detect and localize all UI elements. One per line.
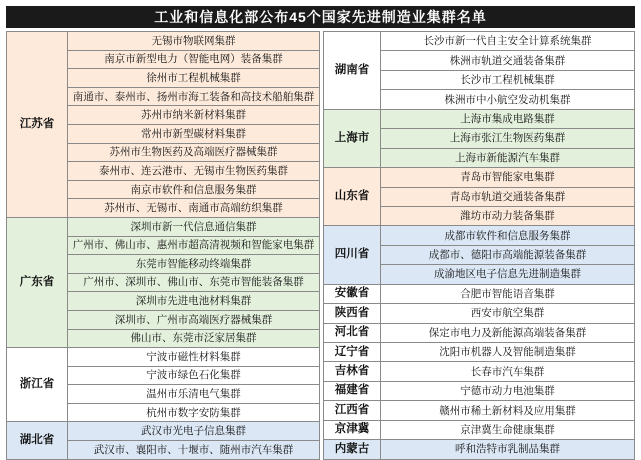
- cluster-cell: 宁德市动力电池集群: [381, 381, 635, 400]
- left-table: [6, 31, 320, 460]
- province-cell: 吉林省: [324, 362, 381, 381]
- cluster-cell: 深圳市先进电池材料集群: [68, 292, 320, 311]
- cluster-cell: 西安市航空集群: [381, 304, 635, 323]
- province-cell: 湖北省: [7, 422, 68, 459]
- cluster-cell: 青岛市轨道交通装备集群: [381, 187, 635, 206]
- province-cell: 江苏省: [7, 32, 68, 218]
- cluster-cell: 呼和浩特市乳制品集群: [381, 440, 635, 459]
- table-row: [324, 420, 635, 439]
- province-cell: 陕西省: [324, 304, 381, 323]
- province-cell: 安徽省: [324, 284, 381, 303]
- cluster-cell: 长春市汽车集群: [381, 362, 635, 381]
- cluster-cell: 无锡市物联网集群: [68, 32, 320, 51]
- table-row: [324, 168, 635, 187]
- cluster-cell: 京津冀生命健康集群: [381, 420, 635, 439]
- cluster-cell: 常州市新型碳材料集群: [68, 124, 320, 143]
- province-cell: 浙江省: [7, 348, 68, 422]
- cluster-cell: 保定市电力及新能源高端装备集群: [381, 323, 635, 342]
- table-row: [7, 217, 320, 236]
- province-cell: 山东省: [324, 168, 381, 226]
- cluster-cell: 株洲市轨道交通装备集群: [381, 51, 635, 70]
- cluster-cell: 苏州市纳米新材料集群: [68, 106, 320, 125]
- province-cell: 福建省: [324, 381, 381, 400]
- table-row: [324, 343, 635, 362]
- cluster-cell: 武汉市光电子信息集群: [68, 422, 320, 441]
- cluster-cell: 成渝地区电子信息先进制造集群: [381, 265, 635, 284]
- table-row: [324, 362, 635, 381]
- table-row: [324, 381, 635, 400]
- cluster-cell: 东莞市智能移动终端集群: [68, 255, 320, 274]
- cluster-cell: 广州市、深圳市、佛山市、东莞市智能装备集群: [68, 273, 320, 292]
- table-row: [324, 32, 635, 51]
- table-row: [324, 323, 635, 342]
- table-row: [7, 422, 320, 441]
- province-cell: 上海市: [324, 109, 381, 167]
- cluster-cell: 南京市新型电力（智能电网）装备集群: [68, 50, 320, 69]
- cluster-cell: 合肥市智能语音集群: [381, 284, 635, 303]
- province-cell: 辽宁省: [324, 343, 381, 362]
- table-row: [324, 226, 635, 245]
- cluster-tables: [6, 31, 635, 460]
- cluster-cell: 广州市、佛山市、惠州市超高清视频和智能家电集群: [68, 236, 320, 255]
- table-row: [324, 440, 635, 459]
- cluster-cell: 潍坊市动力装备集群: [381, 206, 635, 225]
- cluster-cell: 上海市新能源汽车集群: [381, 148, 635, 167]
- province-cell: 河北省: [324, 323, 381, 342]
- cluster-cell: 苏州市生物医药及高端医疗器械集群: [68, 143, 320, 162]
- cluster-cell: 南通市、泰州市、扬州市海工装备和高技术船舶集群: [68, 87, 320, 106]
- cluster-cell: 徐州市工程机械集群: [68, 69, 320, 88]
- cluster-cell: 宁波市绿色石化集群: [68, 366, 320, 385]
- province-cell: 湖南省: [324, 32, 381, 110]
- left-table-body: [7, 32, 320, 460]
- table-row: [324, 304, 635, 323]
- cluster-cell: 上海市张江生物医药集群: [381, 129, 635, 148]
- cluster-cell: 成都市、德阳市高端能源装备集群: [381, 245, 635, 264]
- cluster-cell: 南京市软件和信息服务集群: [68, 180, 320, 199]
- cluster-cell: 深圳市新一代信息通信集群: [68, 217, 320, 236]
- page-title: 工业和信息化部公布45个国家先进制造业集群名单: [6, 6, 635, 28]
- table-row: [7, 32, 320, 51]
- cluster-cell: 成都市软件和信息服务集群: [381, 226, 635, 245]
- cluster-cell: 佛山市、东莞市泛家居集群: [68, 329, 320, 348]
- cluster-cell: 深圳市、广州市高端医疗器械集群: [68, 310, 320, 329]
- cluster-cell: 苏州市、无锡市、南通市高端纺织集群: [68, 199, 320, 218]
- cluster-cell: 杭州市数字安防集群: [68, 403, 320, 422]
- province-cell: 江西省: [324, 401, 381, 420]
- cluster-cell: 青岛市智能家电集群: [381, 168, 635, 187]
- cluster-cell: 温州市乐清电气集群: [68, 385, 320, 404]
- province-cell: 京津冀: [324, 420, 381, 439]
- cluster-cell: 长沙市工程机械集群: [381, 70, 635, 89]
- cluster-cell: 赣州市稀土新材料及应用集群: [381, 401, 635, 420]
- table-row: [7, 348, 320, 367]
- table-row: [324, 284, 635, 303]
- province-cell: 内蒙古: [324, 440, 381, 459]
- cluster-cell: 武汉市、襄阳市、十堰市、随州市汽车集群: [68, 441, 320, 460]
- cluster-cell: 泰州市、连云港市、无锡市生物医药集群: [68, 162, 320, 181]
- province-cell: 广东省: [7, 217, 68, 347]
- cluster-cell: 上海市集成电路集群: [381, 109, 635, 128]
- cluster-cell: 株洲市中小航空发动机集群: [381, 90, 635, 109]
- table-row: [324, 109, 635, 128]
- table-row: [324, 401, 635, 420]
- right-table-body: [324, 32, 635, 460]
- cluster-cell: 长沙市新一代自主安全计算系统集群: [381, 32, 635, 51]
- cluster-cell: 宁波市磁性材料集群: [68, 348, 320, 367]
- cluster-cell: 沈阳市机器人及智能制造集群: [381, 343, 635, 362]
- right-table: [323, 31, 635, 460]
- province-cell: 四川省: [324, 226, 381, 284]
